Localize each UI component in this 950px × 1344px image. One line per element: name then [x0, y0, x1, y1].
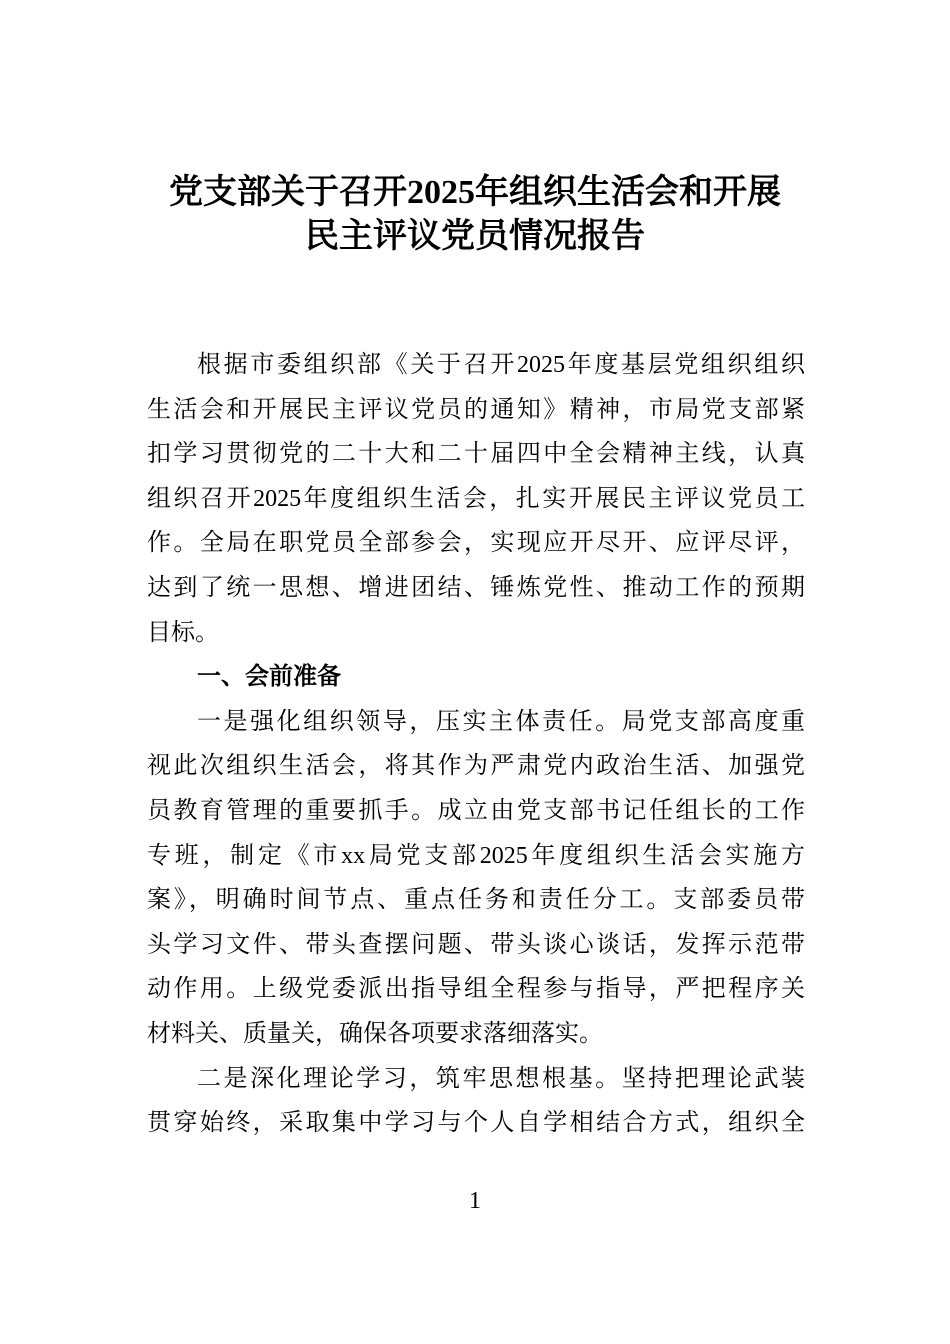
- document-body: [147, 343, 805, 1146]
- text-line: 案》，明确时间节点、重点任务和责任分工。支部委员带: [147, 887, 805, 914]
- text-line: 组织召开2025年度组织生活会，扎实开展民主评议党员工: [147, 485, 805, 512]
- text-line: 专班，制定《市xx局党支部2025年度组织生活会实施方: [147, 842, 805, 869]
- text-line: 贯穿始终，采取集中学习与个人自学相结合方式，组织全: [147, 1110, 805, 1137]
- paragraph: [147, 1057, 805, 1146]
- section-heading: [147, 655, 805, 700]
- paragraph: [147, 343, 805, 655]
- text-line: 扣学习贯彻党的二十大和二十届四中全会精神主线，认真: [147, 441, 805, 468]
- text-line: 头学习文件、带头查摆问题、带头谈心谈话，发挥示范带: [147, 931, 805, 958]
- text-line: 动作用。上级党委派出指导组全程参与指导，严把程序关: [147, 976, 805, 1003]
- text-line: 一、会前准备: [197, 664, 341, 691]
- paragraph: [147, 700, 805, 1057]
- text-line: 达到了统一思想、增进团结、锤炼党性、推动工作的预期: [147, 574, 805, 601]
- text-line: 生活会和开展民主评议党员的通知》精神，市局党支部紧: [147, 396, 805, 423]
- text-line: 作。全局在职党员全部参会，实现应开尽开、应评尽评，: [147, 530, 805, 557]
- document-title-line-2: 民主评议党员情况报告: [305, 218, 645, 255]
- text-line: 二是深化理论学习，筑牢思想根基。坚持把理论武装: [197, 1065, 805, 1092]
- page-number: 1: [469, 1188, 481, 1214]
- text-line: 员教育管理的重要抓手。成立由党支部书记任组长的工作: [147, 797, 805, 824]
- text-line: 根据市委组织部《关于召开2025年度基层党组织组织: [197, 352, 805, 378]
- text-line: 视此次组织生活会，将其作为严肃党内政治生活、加强党: [147, 753, 805, 780]
- text-line: 一是强化组织领导，压实主体责任。局党支部高度重: [197, 708, 805, 735]
- text-line: 目标。: [147, 619, 219, 646]
- document-title-line-1: 党支部关于召开2025年组织生活会和开展: [169, 174, 781, 211]
- text-line: 材料关、质量关，确保各项要求落细落实。: [147, 1020, 603, 1047]
